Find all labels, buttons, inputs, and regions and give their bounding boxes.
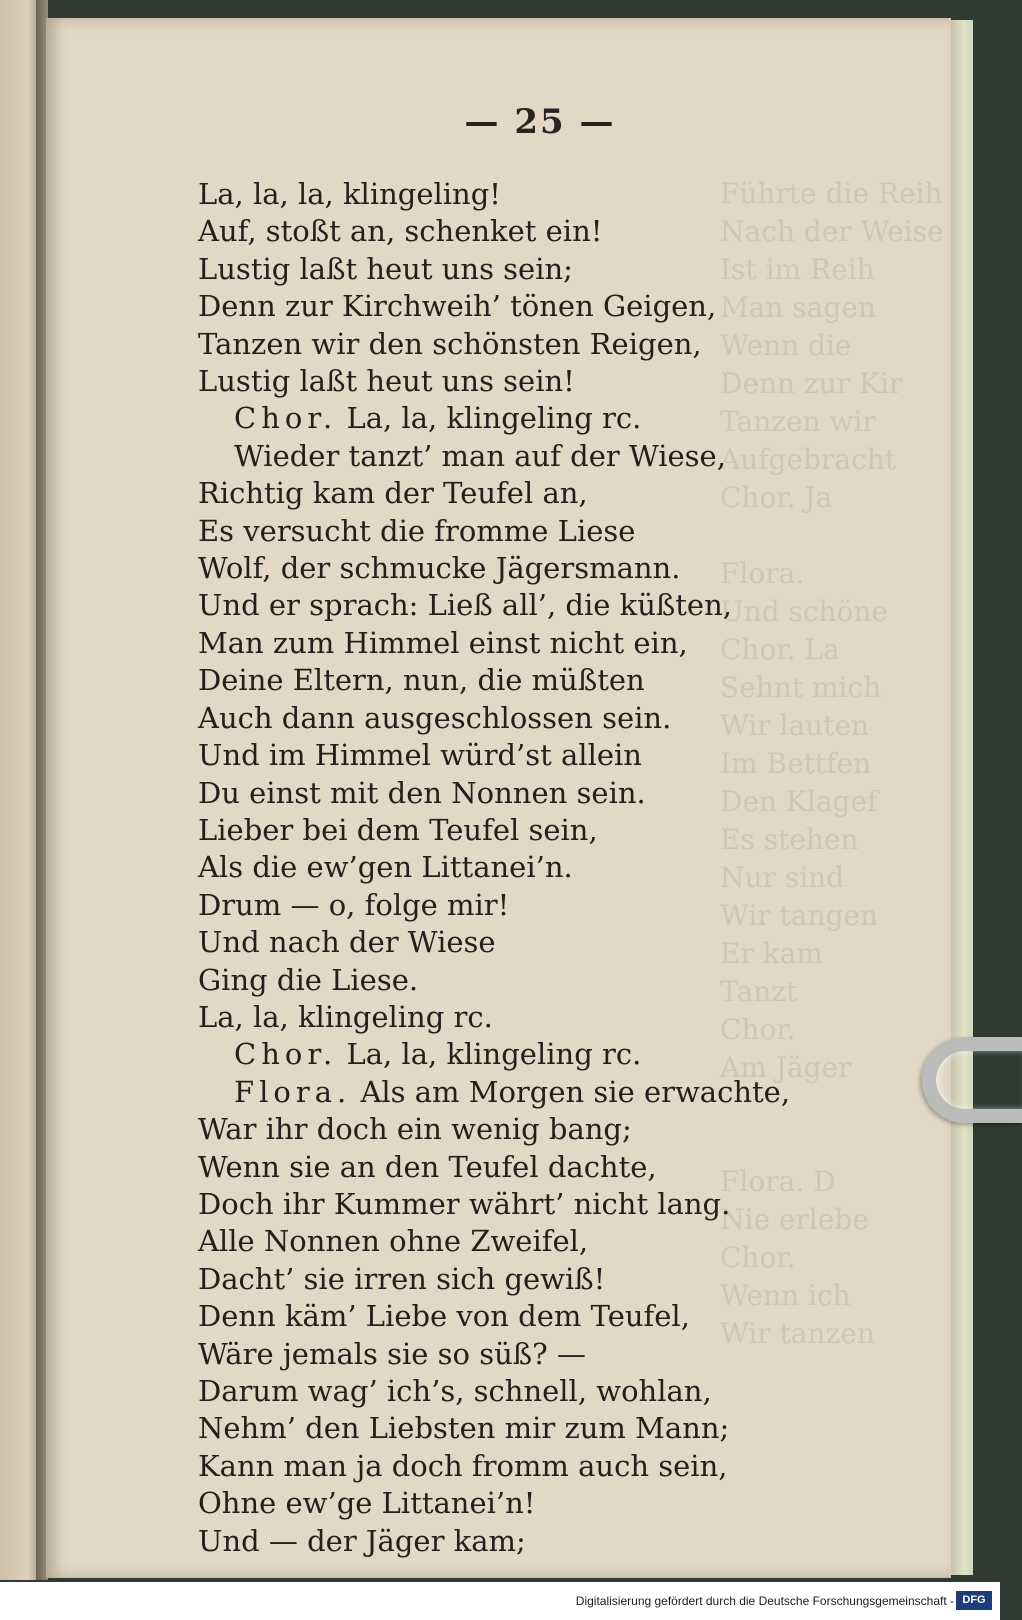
poem-line (198, 1036, 818, 1073)
line-text: Man zum Himmel einst nicht ein, (198, 625, 688, 660)
poem-line (198, 288, 818, 325)
line-text: Deine Eltern, nun, die müßten (198, 663, 645, 698)
line-text: Ohne ew’ge Littanei’n! (198, 1486, 536, 1521)
line-text: Drum — o, folge mir! (198, 887, 510, 922)
poem-line (198, 1223, 818, 1260)
line-text: Richtig kam der Teufel an, (198, 476, 588, 511)
poem-line (198, 1485, 818, 1522)
dfg-logo: DFG (956, 1591, 992, 1610)
line-text: Nehm’ den Liebsten mir zum Mann; (198, 1411, 730, 1446)
line-text: Wolf, der schmucke Jägersmann. (198, 551, 681, 586)
poem-line (198, 849, 818, 886)
poem-line (198, 326, 818, 363)
page-clip (922, 1037, 1022, 1123)
line-text: Als die ew’gen Littanei’n. (198, 850, 573, 885)
line-text: Kann man ja doch fromm auch sein, (198, 1448, 728, 1483)
line-text: Und nach der Wiese (198, 925, 496, 960)
poem-line (198, 475, 818, 512)
line-text: Lustig laßt heut uns sein! (198, 364, 575, 399)
poem-line (198, 999, 818, 1036)
poem-line (198, 625, 818, 662)
line-text: Lustig laßt heut uns sein; (198, 251, 573, 286)
poem-line (198, 887, 818, 924)
poem-text (198, 176, 818, 1560)
line-text: Auch dann ausgeschlossen sein. (198, 700, 672, 735)
line-text: Alle Nonnen ohne Zweifel, (198, 1224, 589, 1259)
poem-line (198, 400, 818, 437)
poem-line (198, 1261, 818, 1298)
poem-line (198, 700, 818, 737)
poem-line (198, 737, 818, 774)
line-text: Und im Himmel würd’st allein (198, 738, 642, 773)
poem-line (198, 550, 818, 587)
poem-line (198, 251, 818, 288)
poem-line (198, 775, 818, 812)
poem-line (198, 176, 818, 213)
line-text: Und — der Jäger kam; (198, 1523, 526, 1558)
poem-line (198, 438, 818, 475)
speaker-label: Chor. (234, 1037, 338, 1072)
poem-line (198, 1448, 818, 1485)
poem-line (198, 962, 818, 999)
page-stack-edge (951, 20, 973, 1575)
line-text: Doch ihr Kummer währt’ nicht lang. (198, 1186, 731, 1221)
line-text: Tanzen wir den schönsten Reigen, (198, 326, 702, 361)
poem-line (198, 1074, 818, 1111)
poem-line (198, 1149, 818, 1186)
line-text: Und er sprach: Ließ all’, die küßten, (198, 588, 732, 623)
line-text: Denn zur Kirchweih’ tönen Geigen, (198, 289, 717, 324)
line-text: La, la, la, klingeling! (198, 177, 501, 211)
page-number: — 25 — (464, 102, 616, 142)
line-text: Wäre jemals sie so süß? — (198, 1336, 586, 1371)
line-text: Ging die Liese. (198, 962, 419, 997)
poem-line (198, 1410, 818, 1447)
poem-line (198, 1373, 818, 1410)
line-text: Du einst mit den Nonnen sein. (198, 775, 646, 810)
poem-line (198, 363, 818, 400)
line-text: Denn käm’ Liebe von dem Teufel, (198, 1299, 690, 1334)
poem-line (198, 1186, 818, 1223)
poem-line (198, 1523, 818, 1560)
line-text: La, la, klingeling rc. (346, 1037, 642, 1072)
line-text: Dacht’ sie irren sich gewiß! (198, 1261, 606, 1296)
line-text: War ihr doch ein wenig bang; (198, 1112, 632, 1147)
funding-credit: Digitalisierung gefördert durch die Deutsche Forschungsgemeinschaft - (575, 1594, 954, 1608)
line-text: Es versucht die fromme Liese (198, 513, 636, 548)
line-text: Lieber bei dem Teufel sein, (198, 812, 598, 847)
poem-line (198, 1336, 818, 1373)
speaker-label: Chor. (234, 401, 338, 436)
poem-line (198, 1298, 818, 1335)
facing-page-edge (0, 0, 40, 1580)
poem-line (198, 587, 818, 624)
line-text: La, la, klingeling rc. (346, 401, 642, 436)
line-text: Wenn sie an den Teufel dachte, (198, 1149, 657, 1184)
line-text: Wieder tanzt’ man auf der Wiese, (234, 438, 726, 473)
poem-line (198, 662, 818, 699)
line-text: Darum wag’ ich’s, schnell, wohlan, (198, 1374, 712, 1408)
poem-line (198, 1111, 818, 1148)
digitization-footer (0, 1582, 1000, 1620)
poem-line (198, 924, 818, 961)
poem-line (198, 213, 818, 250)
show-through-text: Führte die Nach der Ist im Reih Man sagen Wenn die Denn zur Kir Tanzen wir Aufgebracht Chor. Ja Flora. Und schöne Chor. La Sehnt mich Wir lauten Im Bettfen Den Klagef Es stehen Nur sind Wir tangen Er kam Tanzt Chor. Am Jäger Flora. D Nie erlebe Chor. Wenn ich Wir tanzen (720, 177, 903, 1350)
line-text: Als am Morgen sie erwachte, (360, 1074, 791, 1109)
poem-line (198, 513, 818, 550)
speaker-label: Flora. (234, 1074, 352, 1109)
line-text: La, la, klingeling rc. (198, 999, 493, 1034)
line-text: Auf, stoßt an, schenket ein! (198, 214, 603, 249)
poem-line (198, 812, 818, 849)
